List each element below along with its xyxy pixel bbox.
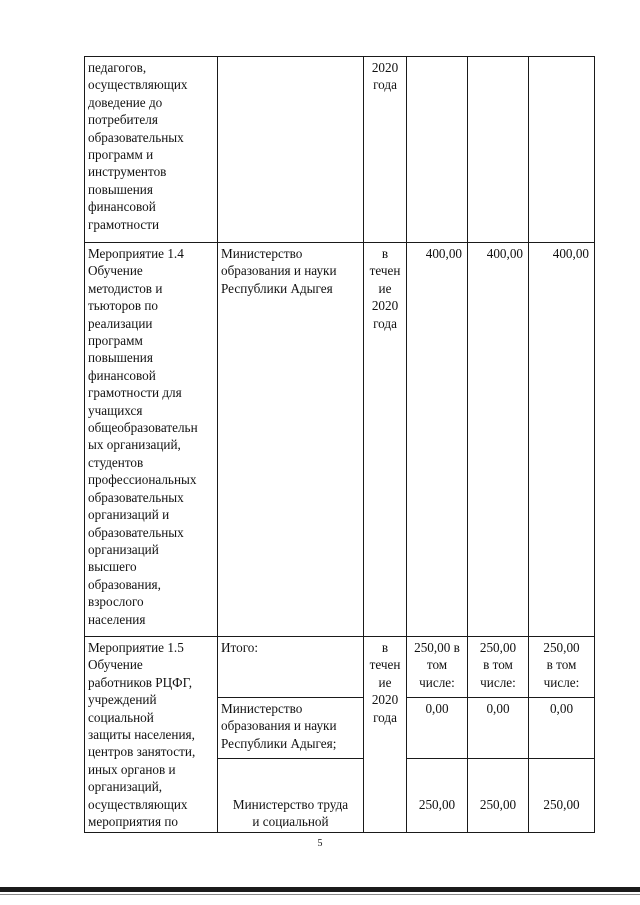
- activity-description: Мероприятие 1.5 Обучение работников РЦФГ, учреждений социальной защиты населения, центров занятости, иных органов и организаций, осуществляющих мероприятия по: [85, 637, 218, 833]
- executor-cell: Итого:: [218, 637, 364, 698]
- executor-cell: Министерство труда и социальной: [218, 758, 364, 833]
- executor-cell: Министерство образования и науки Республики Адыгея: [218, 243, 364, 637]
- value-cell: 400,00: [468, 243, 529, 637]
- executor-cell: Министерство образования и науки Республики Адыгея;: [218, 697, 364, 758]
- value-cell: 0,00: [529, 697, 595, 758]
- value-cell: 250,00 в том числе:: [468, 637, 529, 698]
- scan-border-bottom: [0, 887, 640, 892]
- value-cell: 0,00: [468, 697, 529, 758]
- term-cell: в течен ие 2020 года: [364, 637, 407, 833]
- table-row: [85, 57, 595, 243]
- value-cell: 250,00: [468, 758, 529, 833]
- term-cell: в течен ие 2020 года: [364, 243, 407, 637]
- value-cell: 0,00: [407, 697, 468, 758]
- value-cell: 400,00: [529, 243, 595, 637]
- activity-description: Мероприятие 1.4 Обучение методистов и тьюторов по реализации программ повышения финансовой грамотности для учащихся общеобразовательн ых организаций, студентов профессиональных образовательных организаций и образовательных организаций высшего образования, взрослого населения: [85, 243, 218, 637]
- table-row: [85, 637, 595, 698]
- program-table: [84, 56, 595, 833]
- executor-cell: [218, 57, 364, 243]
- value-cell: 250,00 в том числе:: [529, 637, 595, 698]
- value-cell: [407, 57, 468, 243]
- value-cell: [529, 57, 595, 243]
- table-row: [85, 243, 595, 637]
- value-cell: 250,00 в том числе:: [407, 637, 468, 698]
- value-cell: 400,00: [407, 243, 468, 637]
- term-cell: 2020 года: [364, 57, 407, 243]
- scan-border-line: [0, 894, 640, 895]
- value-cell: [468, 57, 529, 243]
- value-cell: 250,00: [529, 758, 595, 833]
- page-number: 5: [317, 838, 323, 849]
- value-cell: 250,00: [407, 758, 468, 833]
- activity-description: педагогов, осуществляющих доведение до потребителя образовательных программ и инструментов повышения финансовой грамотности: [85, 57, 218, 243]
